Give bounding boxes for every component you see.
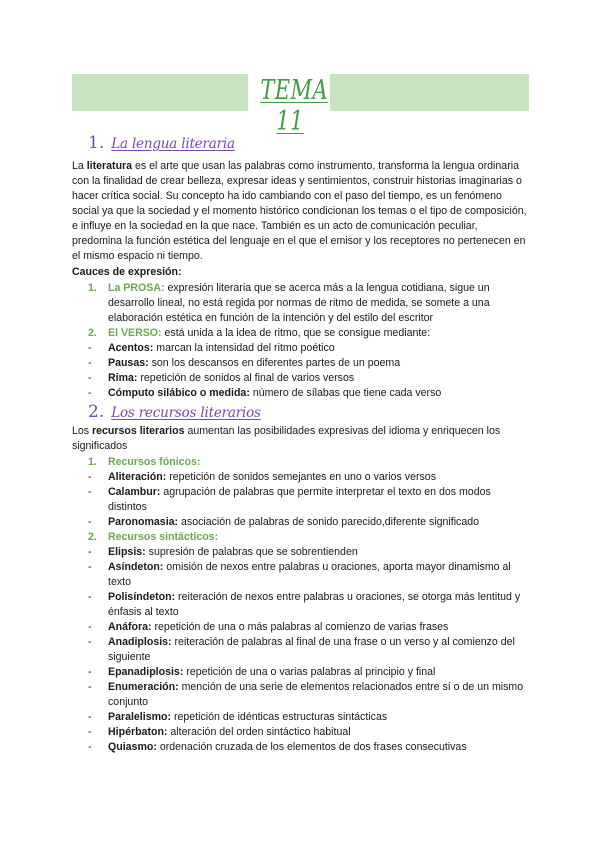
list-item bbox=[88, 620, 528, 635]
list-text: número de sílabas que tiene cada verso bbox=[252, 387, 442, 399]
list-text: reiteración de palabras al final de una frase o un verso y al comienzo del siguiente bbox=[108, 636, 515, 663]
list-text: expresión literaria que se acerca más a la lengua cotidiana, sigue un desarrollo lineal, no está regida por normas de ritmo de medida, se somete a una elaboración estética en función de la intención y del estilo del escritor bbox=[108, 282, 490, 324]
list-term: Calambur: bbox=[108, 486, 161, 498]
list-item bbox=[88, 740, 528, 755]
list-marker: - bbox=[88, 516, 92, 528]
section-2-number: 2. bbox=[88, 402, 105, 422]
list-term: Paralelismo: bbox=[108, 711, 172, 723]
list-term: Elipsis: bbox=[108, 546, 146, 558]
list-item bbox=[88, 590, 528, 620]
list-text: agrupación de palabras que permite interpretar el texto en dos modos distintos bbox=[108, 486, 491, 513]
list-term: Quiasmo: bbox=[108, 741, 157, 753]
section-2-heading bbox=[88, 402, 261, 422]
list-term: Cómputo silábico o medida: bbox=[108, 387, 250, 399]
list-marker: - bbox=[88, 741, 92, 753]
list-term: Enumeración: bbox=[108, 681, 179, 693]
list-term: Anáfora: bbox=[108, 621, 152, 633]
list-marker: - bbox=[88, 726, 92, 738]
intro-term: literatura bbox=[86, 160, 133, 172]
section-1-heading bbox=[88, 133, 235, 153]
list-text: ordenación cruzada de los elementos de dos frases consecutivas bbox=[159, 741, 467, 753]
list-text: repetición de idénticas estructuras sintácticas bbox=[173, 711, 388, 723]
intro-prefix: La bbox=[72, 160, 87, 172]
list-marker: - bbox=[88, 357, 92, 369]
list-term: Epanadiplosis: bbox=[108, 666, 184, 678]
list-marker: - bbox=[88, 591, 92, 603]
list-text: está unida a la idea de ritmo, que se consigue mediante: bbox=[164, 327, 431, 339]
list-term: Rima: bbox=[108, 372, 138, 384]
list-item bbox=[88, 665, 528, 680]
list-marker: - bbox=[88, 546, 92, 558]
list-item bbox=[88, 515, 528, 530]
section-1-title: La lengua literaria bbox=[111, 136, 235, 152]
list-term: Pausas: bbox=[108, 357, 149, 369]
list-marker: 2. bbox=[88, 531, 97, 543]
group-syntactic bbox=[88, 530, 528, 545]
list-item bbox=[88, 341, 528, 356]
list-term: Polisíndeton: bbox=[108, 591, 176, 603]
list-text: repetición de una o varias palabras al principio y final bbox=[186, 666, 436, 678]
list-item bbox=[88, 560, 528, 590]
list-marker: 1. bbox=[88, 456, 97, 468]
list-item bbox=[88, 386, 528, 401]
intro-text: es el arte que usan las palabras como instrumento, transforma la lengua ordinaria con la finalidad de crear belleza, expresar ideas y sentimientos, construir historias imaginarias o hacer crítica social. Su concepto ha ido cambiando con el paso del tiempo, es un fenómeno social ya que la sociedad y el momento histórico condicionan los temas o el tipo de composición, e influye en la sociedad en la que nace. También es un acto de comunicación peculiar, predomina la función estética del lenguaje en el que el emisor y los receptores no pertenecen en el mismo espacio ni tiempo. bbox=[72, 160, 527, 262]
list-text: son los descansos en diferentes partes de un poema bbox=[151, 357, 401, 369]
group-title: Recursos fónicos: bbox=[108, 456, 201, 468]
list-term: Asíndeton: bbox=[108, 561, 164, 573]
list-item-prosa bbox=[88, 281, 528, 326]
intro-prefix: Los bbox=[72, 425, 93, 437]
list-text: mención de una serie de elementos relacionados entre sí o de un mismo conjunto bbox=[108, 681, 524, 708]
list-marker: - bbox=[88, 342, 92, 354]
list-item bbox=[88, 710, 528, 725]
intro-text: aumentan las posibilidades expresivas del idioma y enriquecen los significados bbox=[72, 425, 501, 452]
list-marker: - bbox=[88, 621, 92, 633]
list-term: La PROSA: bbox=[108, 282, 165, 294]
list-term: Acentos: bbox=[108, 342, 154, 354]
list-term: Paronomasia: bbox=[108, 516, 179, 528]
list-text: alteración del orden sintáctico habitual bbox=[170, 726, 351, 738]
title-banner bbox=[72, 74, 529, 137]
list-text: repetición de sonidos al final de varios versos bbox=[140, 372, 355, 384]
list-text: asociación de palabras de sonido parecido,diferente significado bbox=[181, 516, 480, 528]
list-marker: - bbox=[88, 471, 92, 483]
page-title: TEMA 11 bbox=[260, 75, 329, 137]
list-text: omisión de nexos entre palabras u oraciones, aporta mayor dinamismo al texto bbox=[108, 561, 511, 588]
list-marker: 1. bbox=[88, 282, 97, 294]
list-item bbox=[88, 725, 528, 740]
list-item bbox=[88, 371, 528, 386]
list-item-verso bbox=[88, 326, 528, 341]
list-marker: - bbox=[88, 372, 92, 384]
list-text: supresión de palabras que se sobrentienden bbox=[148, 546, 358, 558]
list-marker: - bbox=[88, 486, 92, 498]
list-marker: - bbox=[88, 681, 92, 693]
list-term: Anadiplosis: bbox=[108, 636, 172, 648]
section-1-number: 1. bbox=[88, 133, 105, 153]
list-item bbox=[88, 680, 528, 710]
banner-band-right bbox=[330, 74, 529, 111]
subheading-cauces: Cauces de expresión: bbox=[72, 266, 182, 278]
section-2-intro bbox=[72, 424, 528, 454]
list-term: El VERSO: bbox=[108, 327, 162, 339]
list-item bbox=[88, 485, 528, 515]
intro-term: recursos literarios bbox=[92, 425, 185, 437]
list-item bbox=[88, 545, 528, 560]
list-marker: - bbox=[88, 666, 92, 678]
list-term: Hipérbaton: bbox=[108, 726, 168, 738]
list-marker: - bbox=[88, 711, 92, 723]
list-item bbox=[88, 470, 528, 485]
group-phonic bbox=[88, 455, 528, 470]
list-text: reiteración de nexos entre palabras u oraciones, se otorga más lentitud y énfasis al texto bbox=[108, 591, 521, 618]
section-1-intro bbox=[72, 159, 528, 264]
list-marker: - bbox=[88, 561, 92, 573]
banner-band-left bbox=[72, 74, 248, 111]
group-title: Recursos sintácticos: bbox=[108, 531, 219, 543]
list-marker: - bbox=[88, 387, 92, 399]
list-marker: - bbox=[88, 636, 92, 648]
list-item bbox=[88, 356, 528, 371]
list-term: Aliteración: bbox=[108, 471, 167, 483]
list-text: repetición de una o más palabras al comienzo de varias frases bbox=[154, 621, 449, 633]
list-marker: 2. bbox=[88, 327, 97, 339]
list-text: marcan la intensidad del ritmo poético bbox=[156, 342, 335, 354]
section-2-title: Los recursos literarios bbox=[111, 405, 261, 421]
list-item bbox=[88, 635, 528, 665]
list-text: repetición de sonidos semejantes en uno o varios versos bbox=[169, 471, 436, 483]
